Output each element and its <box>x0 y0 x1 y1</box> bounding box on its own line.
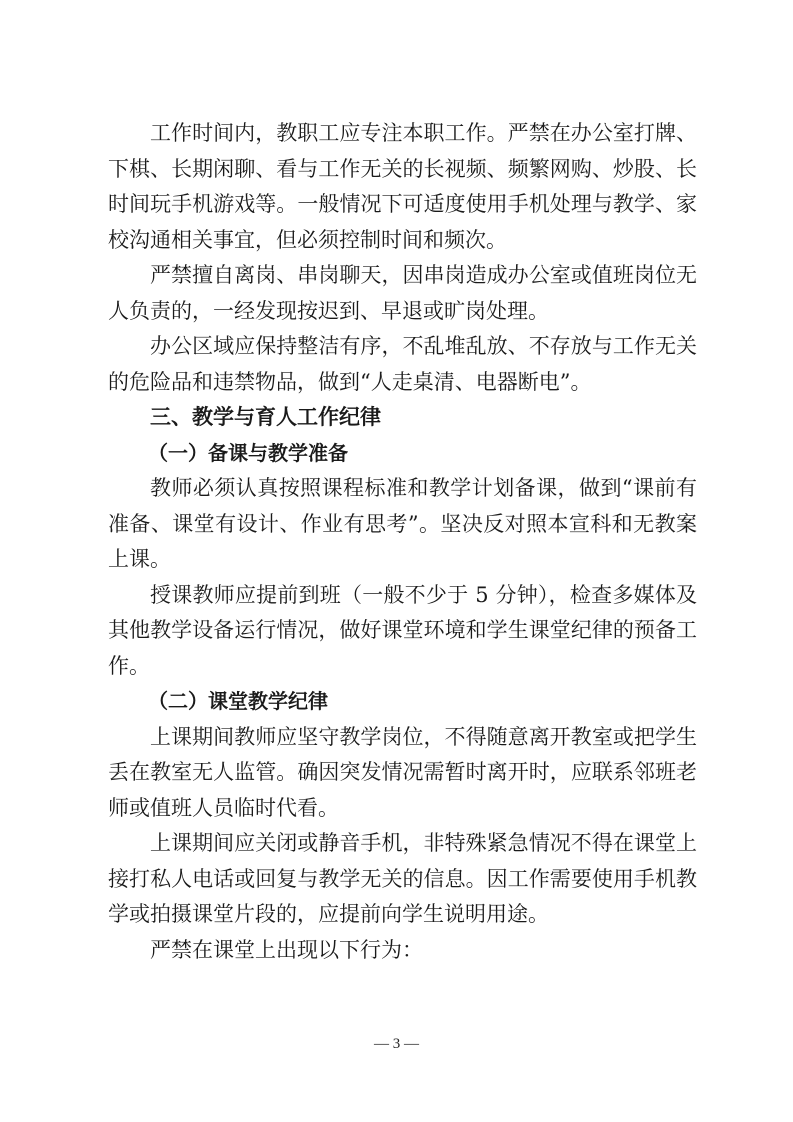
paragraph: 教师必须认真按照课程标准和教学计划备课，做到“课前有准备、课堂有设计、作业有思考”。坚决反对照本宣科和无教案上课。 <box>108 476 697 571</box>
paragraph: 严禁在课堂上出现以下行为： <box>150 937 423 962</box>
paragraph: 办公区域应保持整洁有序，不乱堆乱放、不存放与工作无关的危险品和违禁物品，做到“人走桌清、电器断电”。 <box>108 334 697 394</box>
paragraph: 工作时间内，教职工应专注本职工作。严禁在办公室打牌、下棋、长期闲聊、看与工作无关的长视频、频繁网购、炒股、长时间玩手机游戏等。一般情况下可适度使用手机处理与教学、家校沟通相关事宜，但必须控制时间和频次。 <box>108 121 697 252</box>
subsection-heading: （二）课堂教学纪律 <box>148 689 328 713</box>
paragraph: 上课期间教师应坚守教学岗位，不得随意离开教室或把学生丢在教室无人监管。确因突发情况需暂时离开时，应联系邻班老师或值班人员临时代看。 <box>108 724 697 820</box>
paragraph: 严禁擅自离岗、串岗聊天，因串岗造成办公室或值班岗位无人负责的，一经发现按迟到、早退或旷岗处理。 <box>108 263 697 323</box>
document-body <box>108 116 697 968</box>
page-number: — 3 — <box>374 1036 419 1052</box>
section-heading: 三、教学与育人工作纪律 <box>150 405 381 429</box>
paragraph: 授课教师应提前到班（一般不少于 5 分钟），检查多媒体及其他教学设备运行情况，做好课堂环境和学生课堂纪律的预备工作。 <box>108 582 697 678</box>
subsection-heading: （一）备课与教学准备 <box>148 440 348 465</box>
paragraph: 上课期间应关闭或静音手机，非特殊紧急情况不得在课堂上接打私人电话或回复与教学无关的信息。因工作需要使用手机教学或拍摄课堂片段的，应提前向学生说明用途。 <box>108 831 697 926</box>
